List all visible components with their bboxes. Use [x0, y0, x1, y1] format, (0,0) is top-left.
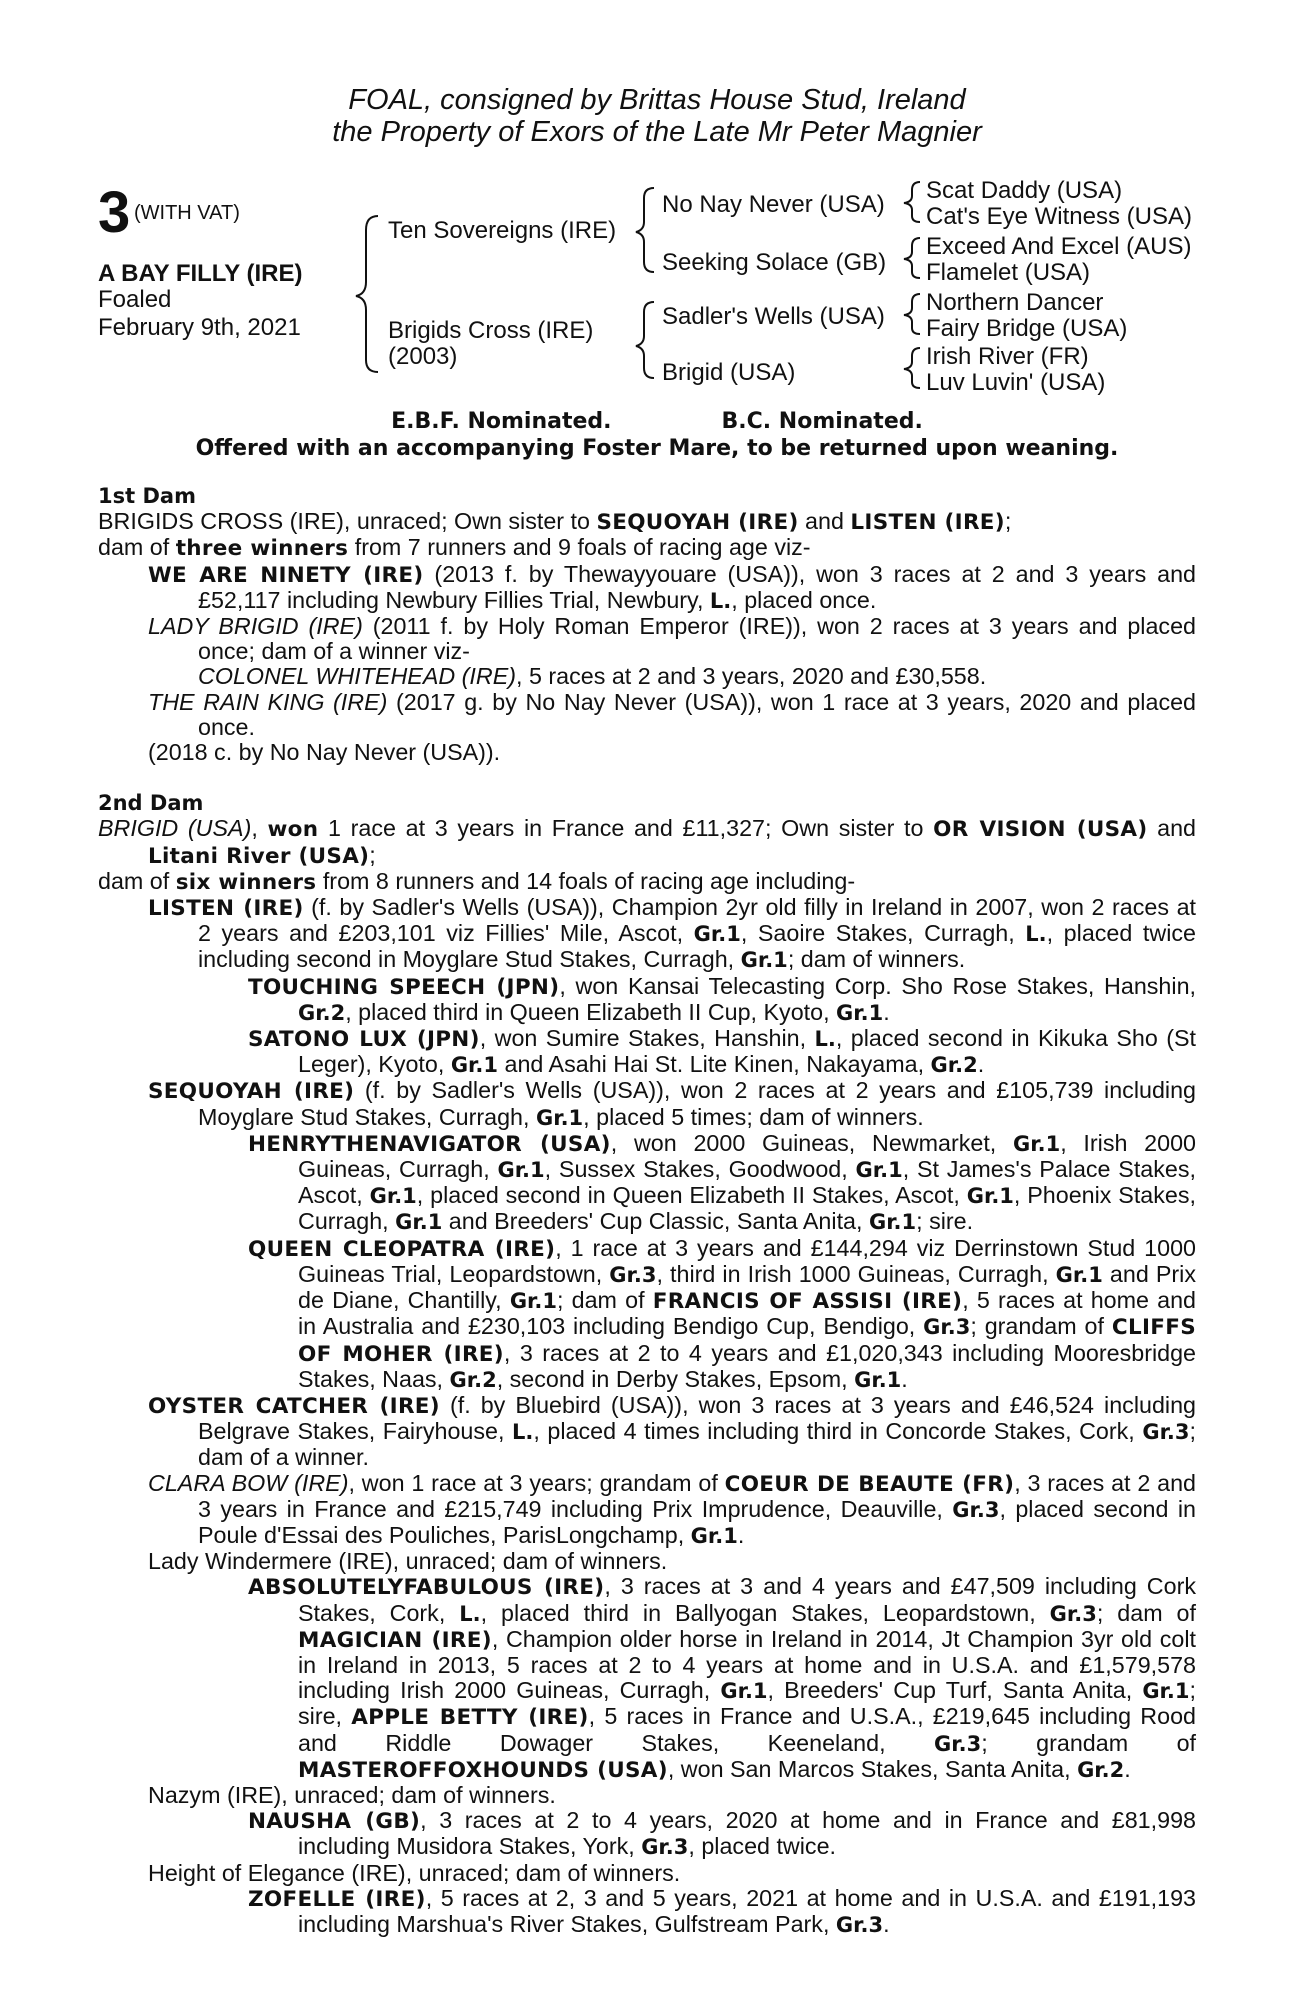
gp-1: Scat Daddy (USA): [926, 177, 1123, 204]
foster-mare-note: Offered with an accompanying Foster Mare, to be returned upon weaning.: [195, 436, 1119, 461]
lot-number: 3: [98, 180, 131, 245]
brace-g4: [904, 348, 920, 388]
progeny-2018-colt: (2018 c. by No Nay Never (USA)).: [148, 739, 501, 766]
foaled-label: Foaled: [98, 286, 172, 313]
progeny-zofelle: ZOFELLE (IRE), 5 races at 2, 3 and 5 years, 2021 at home and in U.S.A. and £191,193 including Marshua's River Stakes, Gulfstream Park, Gr.3.: [248, 1884, 1197, 1937]
brace-lot: [356, 216, 378, 372]
progeny-lady-brigid: LADY BRIGID (IRE) (2011 f. by Holy Roman Emperor (IRE)), won 2 races at 3 years and placed once; dam of a winner viz-: [148, 613, 1196, 665]
catalogue-body: [98, 484, 1196, 1938]
progeny-clara-bow: CLARA BOW (IRE), won 1 race at 3 years; grandam of COEUR DE BEAUTE (FR), 3 races at 2 and 3 years in France and £215,749 including Prix Imprudence, Deauville, Gr.3, placed second in Poule d'Essai des Pouliches, ParisLongchamp, Gr.1.: [148, 1469, 1196, 1548]
progeny-colonel-whitehead: COLONEL WHITEHEAD (IRE), 5 races at 2 and 3 years, 2020 and £30,558.: [198, 663, 987, 690]
sire-sire: No Nay Never (USA): [662, 191, 885, 218]
dam-dam: Brigid (USA): [662, 359, 796, 386]
progeny-queen-cleopatra: QUEEN CLEOPATRA (IRE), 1 race at 3 years and £144,294 viz Derrinstown Stud 1000 Guineas Trial, Leopardstown, Gr.3, third in Irish 1000 Guineas, Curragh, Gr.1 and Prix de Diane, Chantilly, Gr.1; dam of FRANCIS OF ASSISI (IRE), 5 races at home and in Australia and £230,103 including Bendigo Cup, Bendigo, Gr.3; grandam of CLIFFS OF MOHER (IRE), 3 races at 2 to 4 years and £1,020,343 including Mooresbridge Stakes, Naas, Gr.2, second in Derby Stakes, Epsom, Gr.1.: [248, 1234, 1197, 1392]
progeny-sequoyah: SEQUOYAH (IRE) (f. by Sadler's Wells (USA)), won 2 races at 2 years and £105,739 including Moyglare Stud Stakes, Curragh, Gr.1, placed 5 times; dam of winners.: [148, 1077, 1196, 1130]
second-dam-record: dam of six winners from 8 runners and 14 foals of racing age including-: [98, 867, 856, 895]
gp-7: Irish River (FR): [926, 343, 1089, 370]
ebf-nominated: E.B.F. Nominated.: [391, 409, 612, 434]
progeny-oyster-catcher: OYSTER CATCHER (IRE) (f. by Bluebird (USA)), won 3 races at 3 years and £46,524 including Belgrave Stakes, Fairyhouse, L., placed 4 times including third in Concorde Stakes, Cork, Gr.3; dam of a winner.: [148, 1391, 1197, 1471]
gp-4: Flamelet (USA): [926, 259, 1091, 286]
property-line: the Property of Exors of the Late Mr Peter Magnier: [332, 116, 982, 148]
gp-6: Fairy Bridge (USA): [926, 315, 1128, 342]
progeny-henrythenavigator: HENRYTHENAVIGATOR (USA), won 2000 Guineas, Newmarket, Gr.1, Irish 2000 Guineas, Curragh, Gr.1, Sussex Stakes, Goodwood, Gr.1, St James's Palace Stakes, Ascot, Gr.1, placed second in Queen Elizabeth II Stakes, Ascot, Gr.1, Phoenix Stakes, Curragh, Gr.1 and Breeders' Cup Classic, Santa Anita, Gr.1; sire.: [248, 1129, 1196, 1235]
dam-sire: Sadler's Wells (USA): [662, 303, 885, 330]
brace-dam: [636, 302, 654, 378]
lot-title: A BAY FILLY (IRE): [98, 260, 303, 287]
gp-5: Northern Dancer: [926, 289, 1104, 316]
dam: Brigids Cross (IRE): [388, 317, 594, 344]
progeny-nausha: NAUSHA (GB), 3 races at 2 to 4 years, 2020 at home and in France and £81,998 including Musidora Stakes, York, Gr.3, placed twice.: [248, 1807, 1196, 1860]
gp-8: Luv Luvin' (USA): [926, 369, 1106, 396]
progeny-absolutelyfabulous: ABSOLUTELYFABULOUS (IRE), 3 races at 3 and 4 years and £47,509 including Cork Stakes, Cork, L., placed third in Ballyogan Stakes, Leopardstown, Gr.3; dam of MAGICIAN (IRE), Champion older horse in Ireland in 2014, Jt Champion 3yr old colt in Ireland in 2013, 5 races at 2 to 4 years at home and in U.S.A. and £1,579,578 including Irish 2000 Guineas, Curragh, Gr.1, Breeders' Cup Turf, Santa Anita, Gr.1; sire, APPLE BETTY (IRE), 5 races in France and U.S.A., £219,645 including Rood and Riddle Dowager Stakes, Keeneland, Gr.3; grandam of MASTEROFFOXHOUNDS (USA), won San Marcos Stakes, Santa Anita, Gr.2.: [248, 1573, 1197, 1783]
brace-g1: [904, 182, 920, 222]
sire-dam: Seeking Solace (GB): [662, 249, 887, 276]
nominations: [0, 408, 1314, 462]
gp-3: Exceed And Excel (AUS): [926, 233, 1192, 260]
bc-nominated: B.C. Nominated.: [721, 409, 923, 434]
brace-sire: [636, 188, 654, 272]
progeny-height-of-elegance: Height of Elegance (IRE), unraced; dam of winners.: [148, 1859, 681, 1886]
brace-g2: [904, 238, 920, 278]
consignor-line: FOAL, consigned by Brittas House Stud, Ireland: [348, 84, 966, 116]
progeny-nazym: Nazym (IRE), unraced; dam of winners.: [148, 1781, 556, 1808]
first-dam-intro: BRIGIDS CROSS (IRE), unraced; Own sister to SEQUOYAH (IRE) and LISTEN (IRE);: [98, 508, 1012, 536]
vat-label: (WITH VAT): [134, 202, 240, 224]
gp-2: Cat's Eye Witness (USA): [926, 203, 1192, 230]
first-dam-record: dam of three winners from 7 runners and 9 foals of racing age viz-: [98, 534, 811, 562]
nomination-line: [0, 408, 1314, 435]
dam-year: (2003): [388, 343, 458, 370]
sire: Ten Sovereigns (IRE): [388, 217, 617, 244]
foaled-date: February 9th, 2021: [98, 314, 301, 341]
progeny-lady-windermere: Lady Windermere (IRE), unraced; dam of winners.: [148, 1548, 668, 1575]
second-dam-intro: BRIGID (USA), won 1 race at 3 years in France and £11,327; Own sister to OR VISION (USA) and Litani River (USA);: [98, 815, 1196, 869]
first-dam-heading: 1st Dam: [98, 484, 196, 508]
progeny-we-are-ninety: WE ARE NINETY (IRE) (2013 f. by Thewayyouare (USA)), won 3 races at 2 and 3 years and £52,117 including Newbury Fillies Trial, Newbury, L., placed once.: [148, 560, 1196, 613]
brace-g3: [904, 294, 920, 334]
progeny-the-rain-king: THE RAIN KING (IRE) (2017 g. by No Nay Never (USA)), won 1 race at 3 years, 2020 and placed once.: [148, 688, 1197, 740]
progeny-satono-lux: SATONO LUX (JPN), won Sumire Stakes, Hanshin, L., placed second in Kikuka Sho (St Leger), Kyoto, Gr.1 and Asahi Hai St. Lite Kinen, Nakayama, Gr.2.: [248, 1025, 1196, 1078]
second-dam-heading: 2nd Dam: [98, 791, 204, 816]
progeny-touching-speech: TOUCHING SPEECH (JPN), won Kansai Telecasting Corp. Sho Rose Stakes, Hanshin, Gr.2, placed third in Queen Elizabeth II Cup, Kyoto, Gr.1.: [248, 972, 1196, 1025]
progeny-listen: LISTEN (IRE) (f. by Sadler's Wells (USA)), Champion 2yr old filly in Ireland in 2007, won 2 races at 2 years and £203,101 viz Fillies' Mile, Ascot, Gr.1, Saoire Stakes, Curragh, L., placed twice including second in Moyglare Stud Stakes, Curragh, Gr.1; dam of winners.: [148, 894, 1196, 973]
